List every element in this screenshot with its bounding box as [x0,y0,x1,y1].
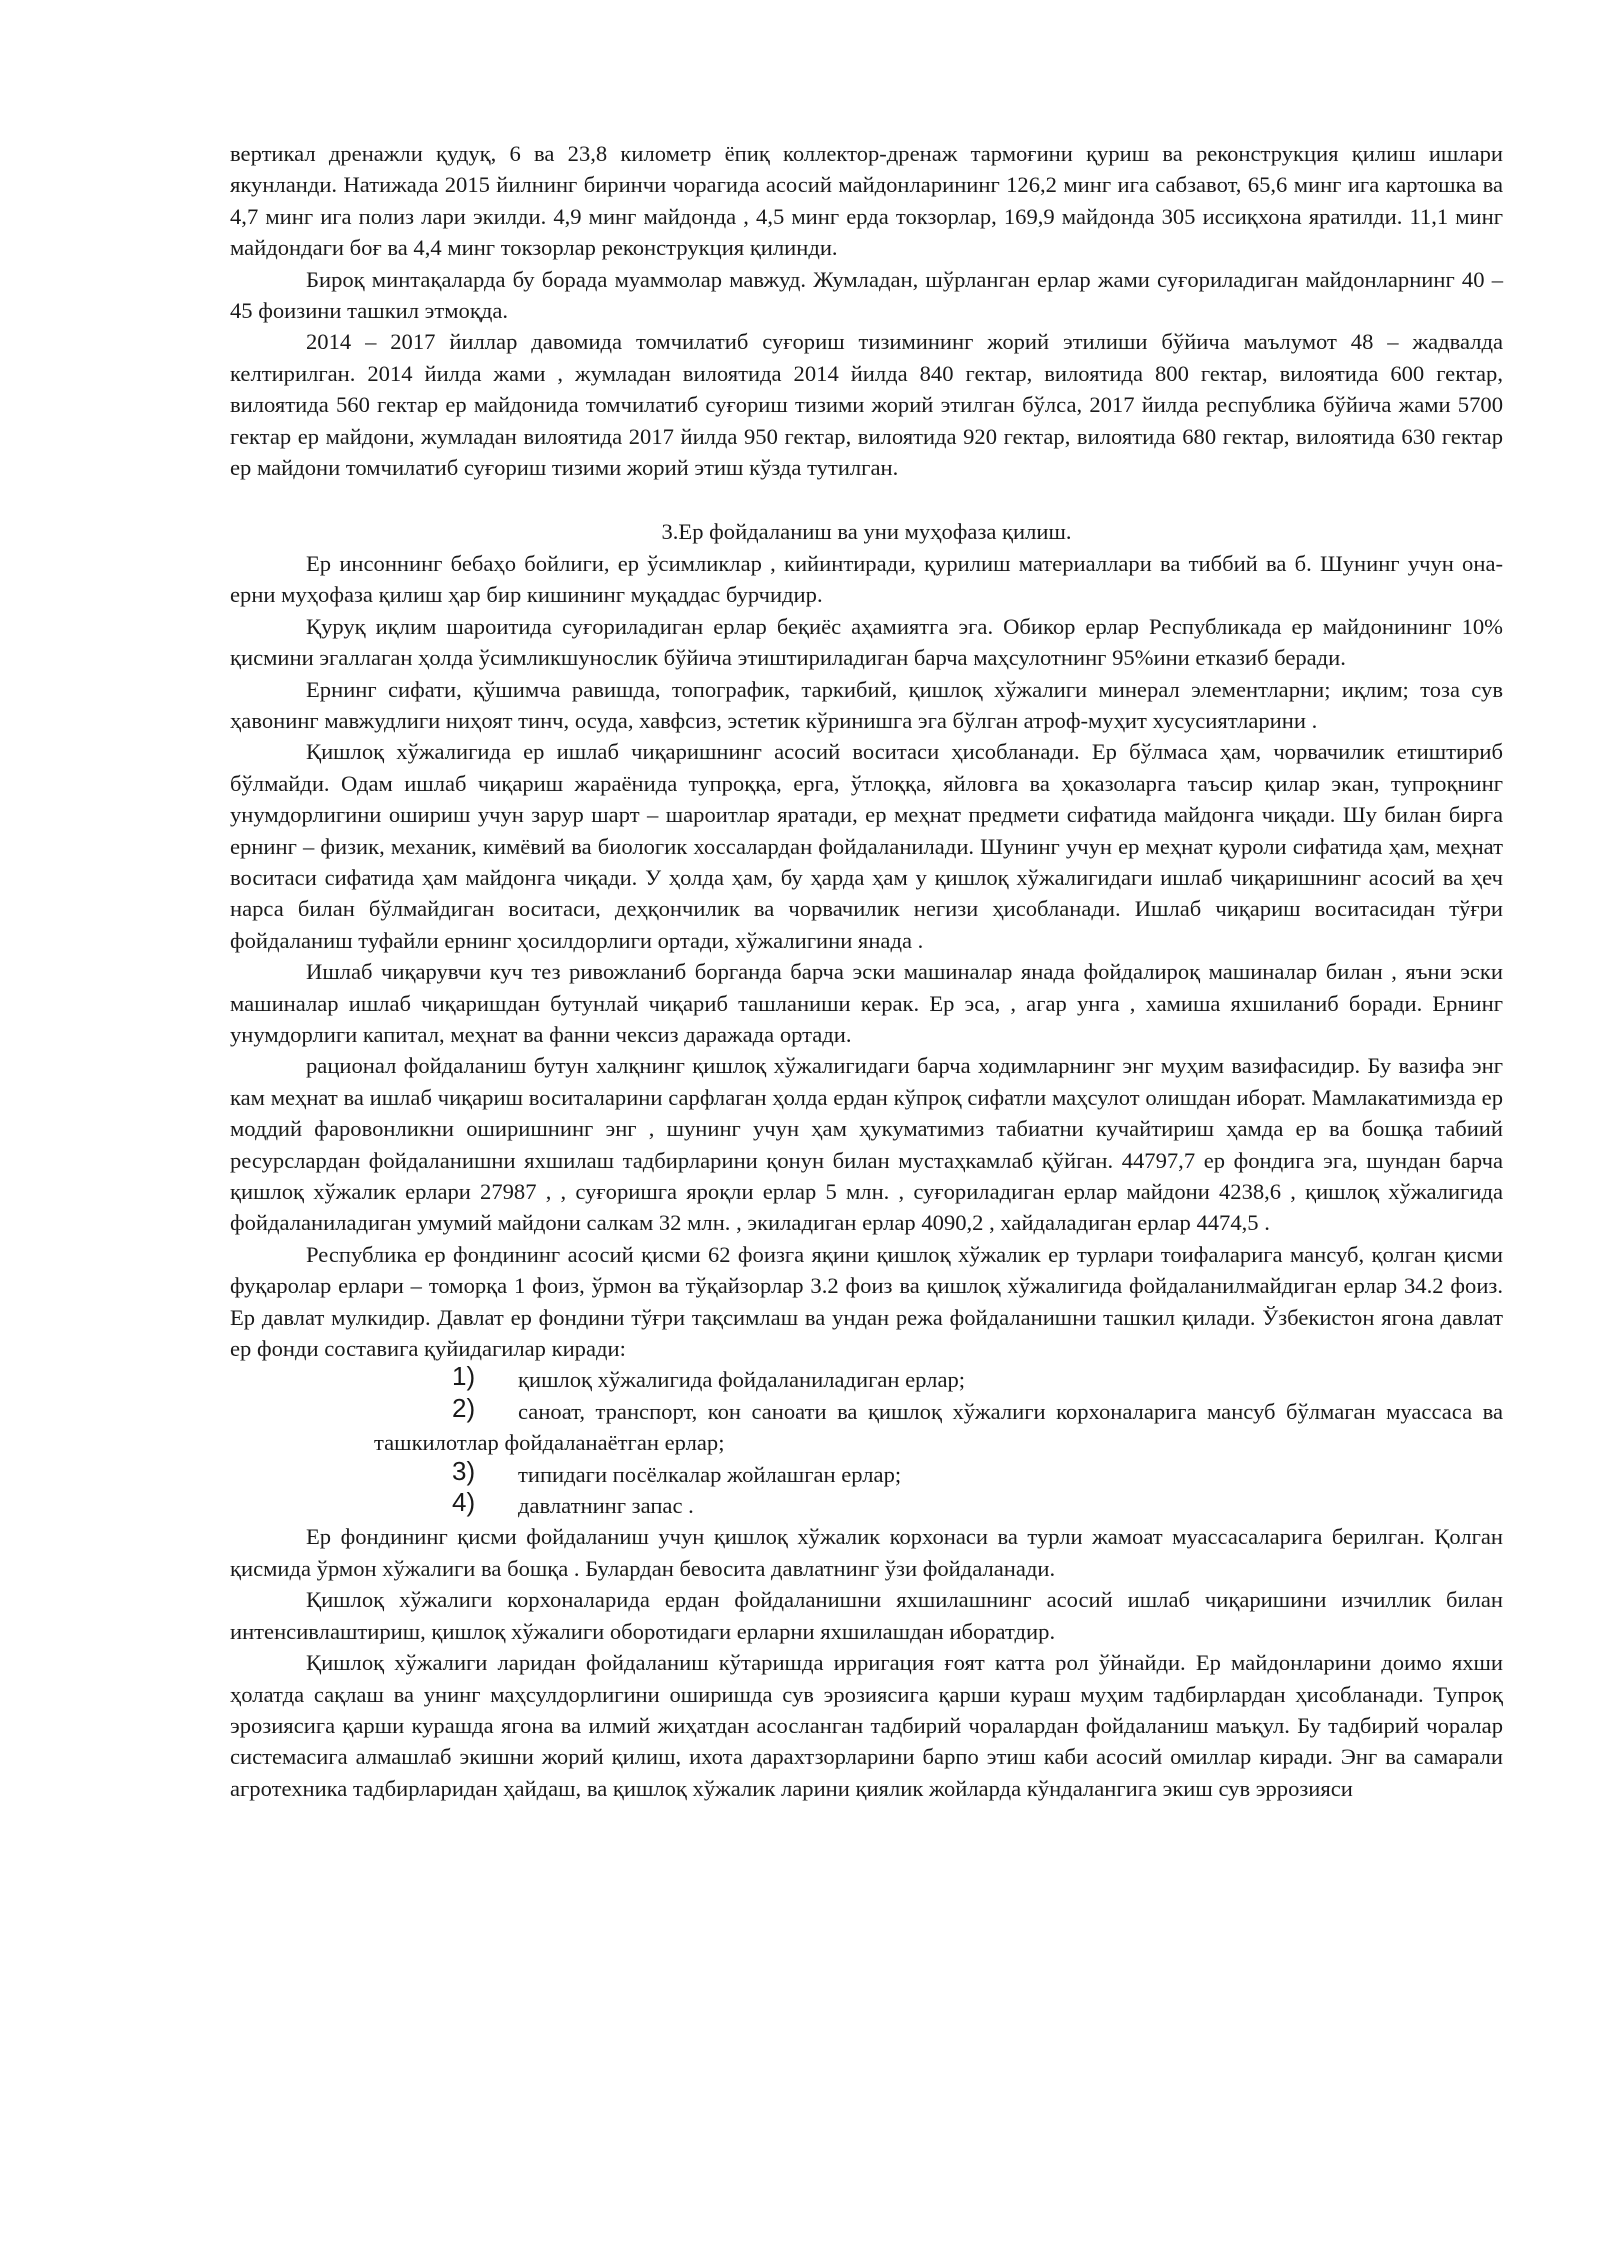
paragraph-land-quality: Ернинг сифати, қўшимча равишда, топографик, таркибий, қишлоқ хўжалиги минерал элементларни; иқлим; тоза сув ҳавонинг мавжудлиги ниҳоят тинч, осуда, хавфсиз, эстетик кўринишга эга бўлган атроф-муҳит хусусиятларини . [230,676,1503,733]
list-text: типидаги посёлкалар жойлашган ерлар; [518,1461,902,1487]
list-item [230,1487,1503,1521]
list-number: 3) [452,1455,476,1486]
paragraph-salinity: Бироқ минтақаларда бу борада муаммолар мавжуд. Жумладан, шўрланган ерлар жами суғориладиган майдонларнинг 40 – 45 фоизини ташкил этмоқда. [230,266,1503,324]
paragraph-intensification: Қишлоқ хўжалиги корхоналарида ердан фойдаланишни яхшилашнинг асосий ишлаб чиқаришини изчиллик билан интенсивлаштириш, қишлоқ хўжалиги оборотидаги ерларни яхшилашдан иборатдир. [230,1587,1503,1644]
paragraph-drainage: вертикал дренажли қудуқ, 6 ва 23,8 километр ёпиқ коллектор-дренаж тармоғини қуриш ва реконструкция қилиш ишлари якунланди. Натижада 2015 йилнинг биринчи чорагида асосий майдонларининг 126,2 минг ига сабзавот, 65,6 минг ига картошка ва 4,7 минг ига полиз лари экилди. 4,9 минг майдонда , 4,5 минг ерда токзорлар, 169,9 майдонда 305 иссиқхона яратилди. 11,1 минг майдондаги боғ ва 4,4 минг токзорлар реконструкция қилинди. [230,141,1503,261]
list-item [230,1455,1503,1490]
list-item [230,1361,1503,1395]
paragraph-land-wealth: Ер инсоннинг бебаҳо бойлиги, ер ўсимликлар , кийинтиради, қурилиш материаллари ва тиббий ва б. Шунинг учун она-ерни муҳофаза қилиш ҳар бир кишининг муқаддас бурчидир. [230,550,1503,608]
paragraph-fund-parts: Ер фондининг қисми фойдаланиш учун қишлоқ хўжалик корхонаси ва турли жамоат муассасаларига берилган. Қолган қисмида ўрмон хўжалиги ва бошқа . Булардан бевосита давлатнинг ўзи фойдаланади. [230,1524,1503,1581]
list-text: давлатнинг запас . [518,1493,694,1519]
list-text: қишлоқ хўжалигида фойдаланиладиган ерлар; [518,1367,966,1393]
document-page [230,138,1503,1804]
list-number: 1) [452,1361,476,1392]
paragraph-rational-use: рационал фойдаланиш бутун халқнинг қишлоқ хўжалигидаги барча ходимларнинг энг муҳим вазифасидир. Бу вазифа энг кам меҳнат ва ишлаб чиқариш воситаларини сарфлаган ҳолда ердан кўпроқ сифатли маҳсулот олишдан иборат. Мамлакатимизда ер моддий фаровонликни оширишнинг энг , шунинг учун ҳам ҳукуматимиз табиатни кучайтириш ҳамда ер ва бошқа табиий ресурслардан фойдаланишни яхшилаш тадбирларини қонун билан мустаҳкамлаб қўйган. 44797,7 ер фондига эга, шундан барча қишлоқ хўжалик ерлари 27987 , , суғоришга яроқли ерлар 5 млн. , суғориладиган ерлар майдони 4238,6 , қишлоқ хўжалигида фойдаланиладиган умумий майдони салкам 32 млн. , экиладиган ерлар 4090,2 , хайдаладиган ерлар 4474,5 . [230,1053,1503,1236]
list-number: 4) [452,1487,476,1518]
paragraph-land-means: Қишлоқ хўжалигида ер ишлаб чиқаришнинг асосий воситаси ҳисобланади. Ер бўлмаса ҳам, чорвачилик етиштириб бўлмайди. Одам ишлаб чиқариш жараёнида тупроққа, ерга, ўтлоққа, яйловга ва ҳоказоларга таъсир қилар экан, тупроқнинг унумдорлигини ошириш учун зарур шарт – шароитлар яратади, ер меҳнат предмети сифатида майдонга чиқади. Шу билан бирга ернинг – физик, механик, кимёвий ва биологик хоссалардан фойдаланилади. Шунинг учун ер меҳнат қуроли сифатида ҳам, меҳнат воситаси сифатида ҳам майдонга чиқади. У ҳолда ҳам, бу ҳарда ҳам у қишлоқ хўжалигидаги ишлаб чиқаришнинг асосий ва ҳеч нарса билан бўлмайдиган воситаси, деҳқончилик ва чорвачилик негизи ҳисобланади. Ишлаб чиқариш воситасидан тўғри фойдаланиш туфайли ернинг ҳосилдорлиги ортади, хўжалигини янада . [230,739,1503,953]
paragraph-productive-force: Ишлаб чиқарувчи куч тез ривожланиб борганда барча эски машиналар янада фойдалироқ машиналар билан , яъни эски машиналар ишлаб чиқаришдан бутунлай чиқариб ташланиши керак. Ер эса, , агар унга , хамиша яхшиланиб боради. Ернинг унумдорлиги капитал, меҳнат ва фанни чексиз даражада ортади. [230,959,1503,1047]
section-heading: 3.Ер фойдаланиш ва уни муҳофаза қилиш. [661,519,1072,545]
list-text: саноат, транспорт, кон саноати ва қишлоқ хўжалиги корхоналарига мансуб бўлмаган муассаса ва ташкилотлар фойдаланаётган ерлар; [374,1398,1503,1456]
paragraph-irrigation-erosion: Қишлоқ хўжалиги ларидан фойдаланиш кўтаришда ирригация ғоят катта рол ўйнайди. Ер майдонларини доимо яхши ҳолатда сақлаш ва унинг маҳсулдорлигини оширишда сув эрозиясига қарши кураш муҳим тадбирлардан ҳисобланади. Тупроқ эрозиясига қарши курашда ягона ва илмий жиҳатдан асосланган тадбирий чоралардан фойдаланиш маъқул. Бу тадбирий чоралар системасига алмашлаб экишни жорий қилиш, ихота дарахтзорларини барпо этиш каби асосий омиллар киради. Энг ва самарали агротехника тадбирларидан ҳайдаш, ва қишлоқ хўжалик ларини қиялик жойларда кўндалангига экиш сув эррозияси [230,1650,1503,1801]
list-number: 2) [452,1392,476,1423]
list-item [230,1392,1503,1459]
paragraph-land-fund: Республика ер фондининг асосий қисми 62 фоизга яқини қишлоқ хўжалик ер турлари тоифаларига мансуб, қолган қисми фуқаролар ерлари – томорқа 1 фоиз, ўрмон ва тўқайзорлар 3.2 фоиз ва қишлоқ хўжалигида фойдаланилмайдиган ерлар 34.2 фоиз. Ер давлат мулкидир. Давлат ер фондини тўғри тақсимлаш ва ундан режа фойдаланишни ташкил қилади. Ўзбекистон ягона давлат ер фонди составига қуйидагилар киради: [230,1241,1503,1362]
paragraph-irrigated-lands: Қуруқ иқлим шароитида суғориладиган ерлар беқиёс аҳамиятга эга. Обикор ерлар Республикада ер майдонининг 10% қисмини эгаллаган ҳолда ўсимликшунослик бўйича этиштириладиган барча маҳсулотнинг 95%ини етказиб беради. [230,613,1503,671]
land-fund-list [230,1361,1503,1521]
paragraph-drip-irrigation: 2014 – 2017 йиллар давомида томчилатиб суғориш тизимининг жорий этилиши бўйича маълумот 48 – жадвалда келтирилган. 2014 йилда жами , жумладан вилоятида 2014 йилда 840 гектар, вилоятида 800 гектар, вилоятида 600 гектар, вилоятида 560 гектар ер майдонида томчилатиб суғориш тизими жорий этилган бўлса, 2017 йилда республика бўйича жами 5700 гектар ер майдони, жумладан вилоятида 2017 йилда 950 гектар, вилоятида 920 гектар, вилоятида 680 гектар, вилоятида 630 гектар ер майдони томчилатиб суғориш тизими жорий этиш кўзда тутилган. [230,329,1503,481]
